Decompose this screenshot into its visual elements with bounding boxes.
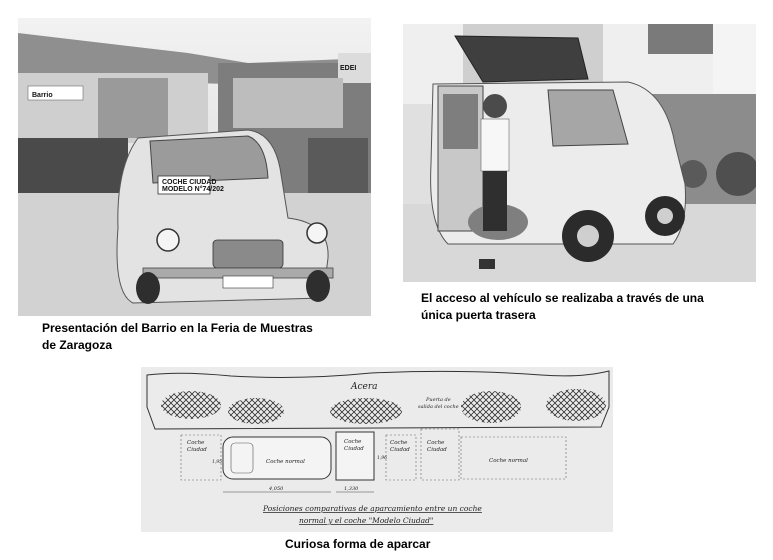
door-label: salida del coche xyxy=(418,404,459,410)
sidewalk-label: Acera xyxy=(351,382,378,392)
dimension-label: 1,95 xyxy=(212,460,223,465)
plate-top-text: COCHE CIUDAD xyxy=(162,179,217,186)
tree-hatch xyxy=(461,391,521,423)
photo-rear-door-access xyxy=(403,24,756,282)
space-label: Coche xyxy=(344,439,362,445)
dimension-label: 4,050 xyxy=(269,486,284,492)
space-label: Coche xyxy=(427,440,445,446)
tree-hatch xyxy=(330,398,402,424)
tree-hatch xyxy=(546,389,606,421)
dimension-label: 1,96 xyxy=(377,456,388,461)
photo-fair-presentation xyxy=(18,18,371,316)
space-label: Ciudad xyxy=(187,447,207,453)
parking-comparison-drawing xyxy=(141,367,613,532)
caption-line: El acceso al vehículo se realizaba a través de una xyxy=(421,291,704,305)
caption-rear-door-access xyxy=(421,290,751,324)
caption-line: de Zaragoza xyxy=(42,338,113,352)
tree-hatch xyxy=(228,398,284,424)
caption-fair-presentation xyxy=(42,320,372,354)
space-label: Coche xyxy=(187,440,205,446)
parking-plan-svg xyxy=(141,367,613,532)
fair-photo-drawing xyxy=(18,18,371,316)
caption-parking xyxy=(285,536,545,553)
space-label: Coche normal xyxy=(489,458,528,464)
drawing-title-line: Posiciones comparativas de aparcamiento entre un coche xyxy=(263,504,482,513)
caption-line: Presentación del Barrio en la Feria de Muestras xyxy=(42,321,313,335)
space-label: Ciudad xyxy=(427,447,447,453)
shop-sign-text: Barrio xyxy=(32,92,53,99)
space-label: Coche xyxy=(390,440,408,446)
space-label: Ciudad xyxy=(344,446,364,452)
door-label: Puerta de xyxy=(426,397,451,403)
dimension-label: 1,330 xyxy=(344,486,359,492)
caption-line: Curiosa forma de aparcar xyxy=(285,537,431,551)
space-label: Coche normal xyxy=(266,459,305,465)
plate-bottom-text: MODELO N°74/202 xyxy=(162,186,224,193)
rear-door-photo-drawing xyxy=(403,24,756,282)
drawing-title-line: normal y el coche "Modelo Ciudad" xyxy=(299,516,434,525)
caption-line: única puerta trasera xyxy=(421,308,536,322)
tree-hatch xyxy=(161,391,221,419)
space-label: Ciudad xyxy=(390,447,410,453)
banner-sign-text: EDEI xyxy=(340,65,357,72)
